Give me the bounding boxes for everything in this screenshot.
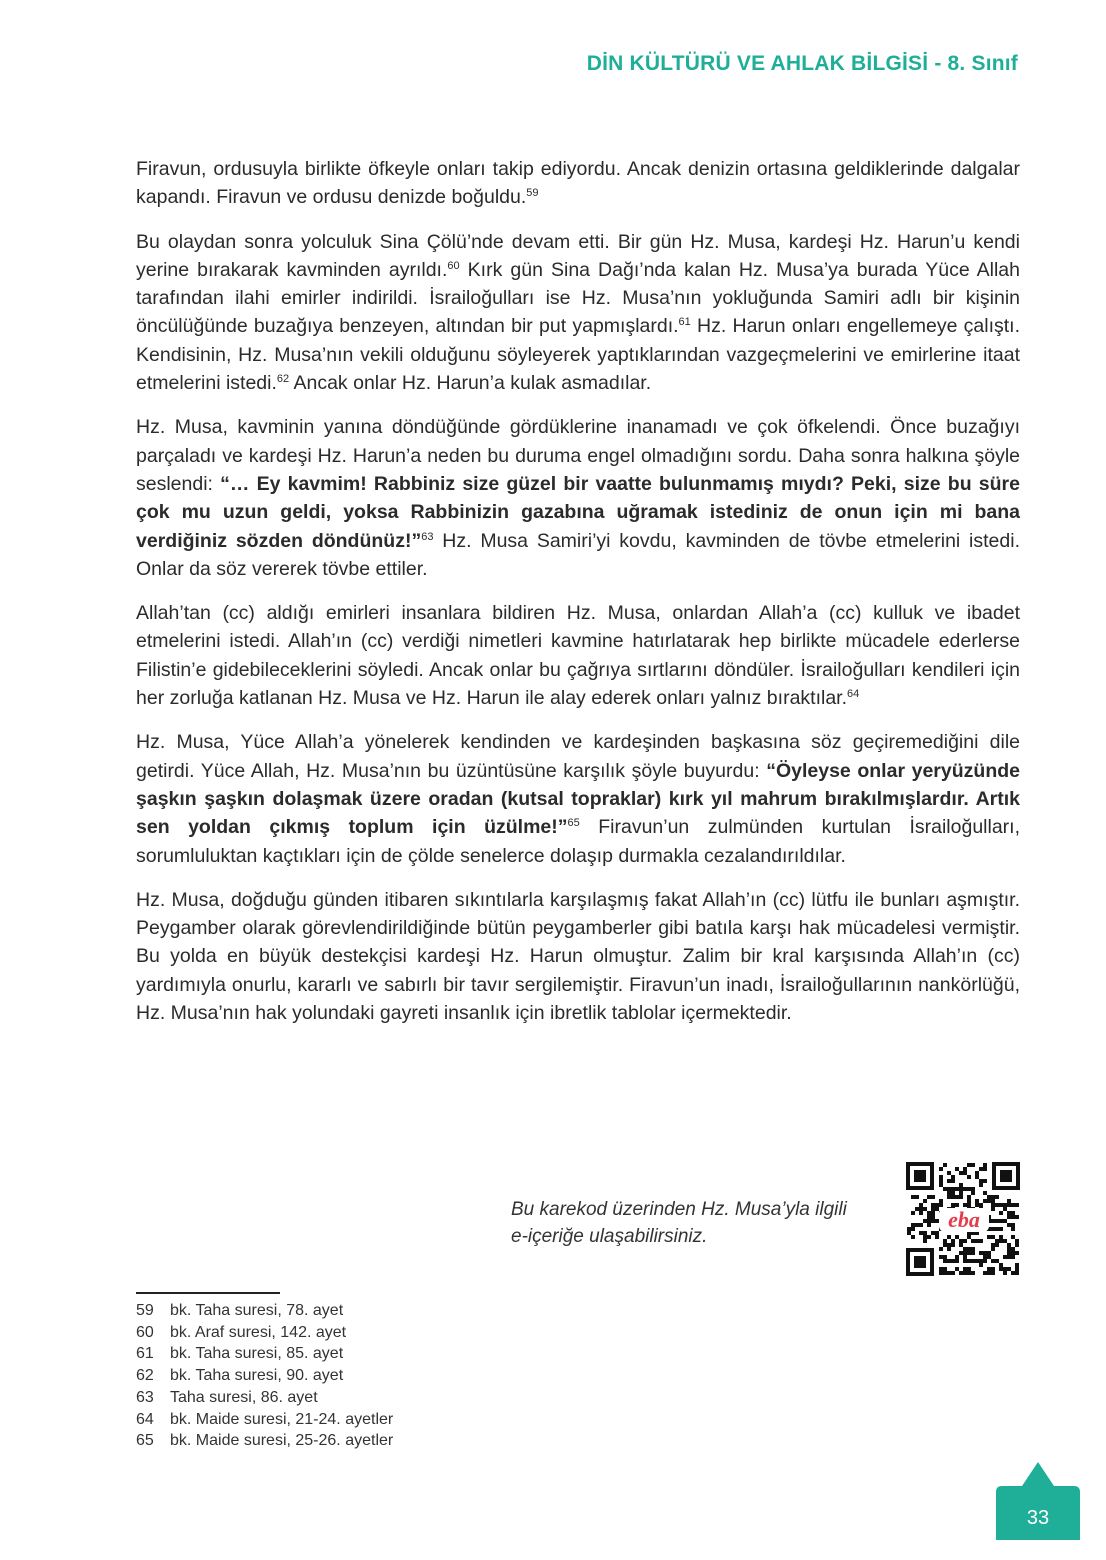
footnote: 65 bk. Maide suresi, 25-26. ayetler [136, 1432, 394, 1450]
footnote-ref[interactable]: 60 [447, 259, 460, 272]
paragraph-3: Hz. Musa, kavminin yanına döndüğünde gördüklerine inanamadı ve çok öfkelendi. Önce buzağıyı parçaladı ve kardeşi Hz. Harun’a neden bu duruma engel olmadığını sordu. Daha sonra halkına şöyle seslendi: “… Ey kavmim! Rabbiniz size güzel bir vaatte bulunmamış mıydı? Peki, size bu süre çok mu uzun geldi, yoksa Rabbinizin gazabına uğramak istediniz de onun için mi bana verdiğiniz sözden döndünüz!”$^{63}$ Hz. Musa Samiri’yi kovdu, kavminden de tövbe etmelerini istedi. Onlar da söz vererek tövbe ettiler. [136, 416, 1020, 580]
quote-bold: “Öyleyse onlar yeryüzünde şaşkın şaşkın dolaşmak üzere oradan (kutsal topraklar) kırk yıl mahrum bırakılmışlardır. Artık sen yoldan çıkmış toplum için üzülme!” [136, 759, 1020, 839]
footnotes [136, 1300, 393, 1452]
page-number: 33 [1026, 1507, 1050, 1529]
footnote-ref[interactable]: 59 [526, 187, 539, 200]
footnote-ref[interactable]: 63 [421, 530, 434, 543]
footnote-ref[interactable]: 61 [678, 316, 691, 329]
footnote: 63 Taha suresi, 86. ayet [136, 1388, 318, 1406]
footnote-ref[interactable]: 62 [276, 373, 290, 386]
eba-logo-icon [939, 1207, 989, 1232]
footnote: 64 bk. Maide suresi, 21-24. ayetler [136, 1410, 394, 1428]
paragraph-6: Hz. Musa, doğduğu günden itibaren sıkıntılarla karşılaşmış fakat Allah’ın (cc) lütfu ile bunları aşmıştır. Peygamber olarak görevlendirildiğinde bütün peygamberler gibi batıla karşı hak mücadelesi vermiştir. Bu yolda en büyük destekçisi kardeşi Hz. Harun olmuştur. Zalim bir kral karşısında Allah’ın (cc) yardımıyla onurlu, kararlı ve sabırlı bir tavır sergilemiştir. Firavun’un inadı, İsrailoğullarının nankörlüğü, Hz. Musa’nın hak yolundaki gayreti insanlık için ibretlik tablolar içermektedir. [136, 888, 1020, 1025]
paragraph-2: Bu olaydan sonra yolculuk Sina Çölü’nde devam etti. Bir gün Hz. Musa, kardeşi Hz. Harun’u kendi yerine bırakarak kavminden ayrıldı.$^{60}$ Kırk gün Sina Dağı’nda kalan Hz. Musa’ya burada Yüce Allah tarafından ilahi emirler indirildi. İsrailoğulları ise Hz. Musa’nın yokluğunda Samiri adlı bir kişinin öncülüğünde buzağıya benzeyen, altından bir put yapmışlardı.$^{61}$ Hz. Harun onları engellemeye çalıştı. Kendisinin, Hz. Musa’nın vekili olduğunu söyleyerek yaptıklarından vazgeçmelerini ve emirlerine itaat etmelerini istedi.$^{62}$ Ancak onlar Hz. Harun’a kulak asmadılar. [136, 230, 1021, 395]
footnote: 61 bk. Taha suresi, 85. ayet [136, 1345, 344, 1363]
quote-bold: “… Ey kavmim! Rabbiniz size güzel bir vaatte bulunmamış mıydı? Peki, size bu süre çok mu uzun geldi, yoksa Rabbinizin gazabına uğramak istediniz de onun için mi bana verdiğiniz sözden döndünüz!” [136, 472, 1020, 552]
paragraph-4: Allah’tan (cc) aldığı emirleri insanlara bildiren Hz. Musa, onlardan Allah’a (cc) kulluk ve ibadet etmelerini istedi. Allah’ın (cc) verdiği nimetleri kavmine hatırlatarak hep birlikte mücadele ederlerse Filistin’e gidebileceklerini söyledi. Ancak onlar bu çağrıya sırtlarını döndüler. İsrailoğulları kendileri için her zorluğa katlanan Hz. Musa ve Hz. Harun ile alay ederek onları yalnız bıraktılar.$^{64}$ [136, 602, 1020, 710]
footnote-ref[interactable]: 65 [567, 817, 580, 830]
paragraph-5: Hz. Musa, Yüce Allah’a yönelerek kendinden ve kardeşinden başkasına söz geçiremediğini dile getirdi. Yüce Allah, Hz. Musa’nın bu üzüntüsüne karşılık şöyle buyurdu: “Öyleyse onlar yeryüzünde şaşkın şaşkın dolaşmak üzere oradan (kutsal topraklar) kırk yıl mahrum bırakılmışlardır. Artık sen yoldan çıkmış toplum için üzülme!”$^{65}$ Firavun’un zulmünden kurtulan İsrailoğulları, sorumluluktan kaçtıkları için de çölde senelerce dolaşıp durmakla cezalandırıldılar. [136, 731, 1021, 867]
page-number-badge [996, 1462, 1080, 1540]
qr-code-icon[interactable] [906, 1162, 1020, 1276]
footnote: 62 bk. Taha suresi, 90. ayet [136, 1367, 344, 1385]
paragraph-1: Firavun, ordusuyla birlikte öfkeyle onları takip ediyordu. Ancak denizin ortasına geldiklerinde dalgalar kapandı. Firavun ve ordusu denizde boğuldu.$^{59}$ [136, 158, 1020, 209]
eba-logo-text: eba [948, 1207, 980, 1232]
footnote: 60 bk. Araf suresi, 142. ayet [136, 1323, 347, 1341]
qr-section [500, 1162, 1020, 1278]
footnote: 59 bk. Taha suresi, 78. ayet [136, 1302, 344, 1319]
body-text [136, 155, 1020, 1043]
qr-caption: Bu karekod üzerinden Hz. Musa’yla ilgili e-içeriğe ulaşabilirsiniz. [511, 1199, 847, 1247]
running-header: DİN KÜLTÜRÜ VE AHLAK BİLGİSİ - 8. Sınıf [586, 52, 1018, 75]
footnote-ref[interactable]: 64 [847, 688, 860, 701]
footnote-divider [136, 1292, 280, 1294]
